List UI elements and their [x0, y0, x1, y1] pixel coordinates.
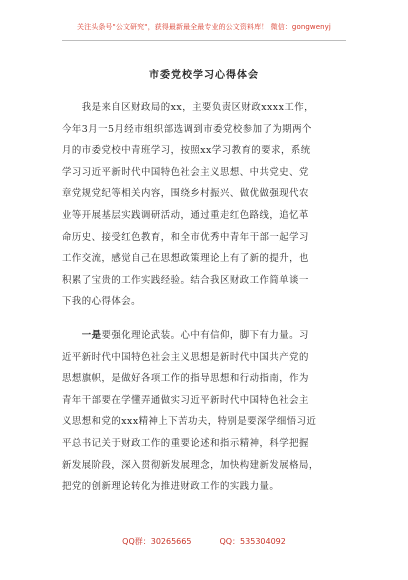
text-line: 我是来自区财政局的xx，主要负责区财政xxxx工作， — [62, 102, 314, 113]
text-line: 把党的创新理论转化为推进财政工作的实践力量。 — [62, 481, 280, 493]
emphasis-lead: 一是 — [62, 329, 102, 341]
qq-number: QQ：535304092 — [219, 537, 286, 546]
text-line: 近平新时代中国特色社会主义思想是新时代中国共产党的 — [62, 351, 309, 363]
text-line — [62, 325, 346, 347]
paragraph-gap — [62, 313, 346, 325]
paragraph-2 — [62, 325, 346, 498]
paragraph-1 — [62, 97, 346, 313]
text-line: 学习习近平新时代中国特色社会主义思想、中共党史、党 — [62, 166, 309, 178]
text-line: 业等开展基层实践调研活动，通过重走红色路线，追忆革 — [62, 209, 309, 221]
text-line: 命历史、接受红色教育，和全市优秀中青年干部一起学习 — [62, 231, 309, 243]
text-line: 工作交流，感觉自己在思想政策理论上有了新的提升，也 — [62, 253, 309, 265]
text-line: 今年3月一5月经市组织部选调到市委党校参加了为期两个 — [62, 123, 312, 135]
document-title: 市委党校学习心得体会 — [149, 70, 259, 81]
header-divider — [62, 40, 346, 41]
text-line: 积累了宝贵的工作实践经验。结合我区财政工作简单谈一 — [62, 274, 309, 286]
text-line: 平总书记关于财政工作的重要论述和指示精神，科学把握 — [62, 437, 309, 449]
text-line: 思想旗帜，是做好各项工作的指导思想和行动指南，作为 — [62, 373, 309, 385]
qq-group-number: QQ群：30265665 — [122, 537, 192, 546]
footer-contact — [0, 536, 408, 547]
header-banner: 关注头条号"公文研究"，获得最新最全最专业的公文资料库！ 微信：gongwenyj — [77, 23, 331, 31]
text-line: 义思想和党的xxx精神上下苦功夫，特别是要深学细悟习近 — [62, 416, 317, 428]
text-line: 下我的心得体会。 — [62, 296, 142, 308]
text-line: 章党规党纪等相关内容，围绕乡村振兴、做优做强现代农 — [62, 188, 309, 200]
text-line: 青年干部要在学懂弄通做实习近平新时代中国特色社会主 — [62, 394, 309, 406]
text-line: 月的市委党校中青班学习，按照xx学习教育的要求，系统 — [62, 145, 311, 157]
text-line: 新发展阶段，深入贯彻新发展理念，加快构建新发展格局， — [62, 459, 319, 471]
text-span: 要强化理论武装。心中有信仰，脚下有力量。习 — [101, 329, 309, 341]
document-body — [62, 97, 346, 498]
